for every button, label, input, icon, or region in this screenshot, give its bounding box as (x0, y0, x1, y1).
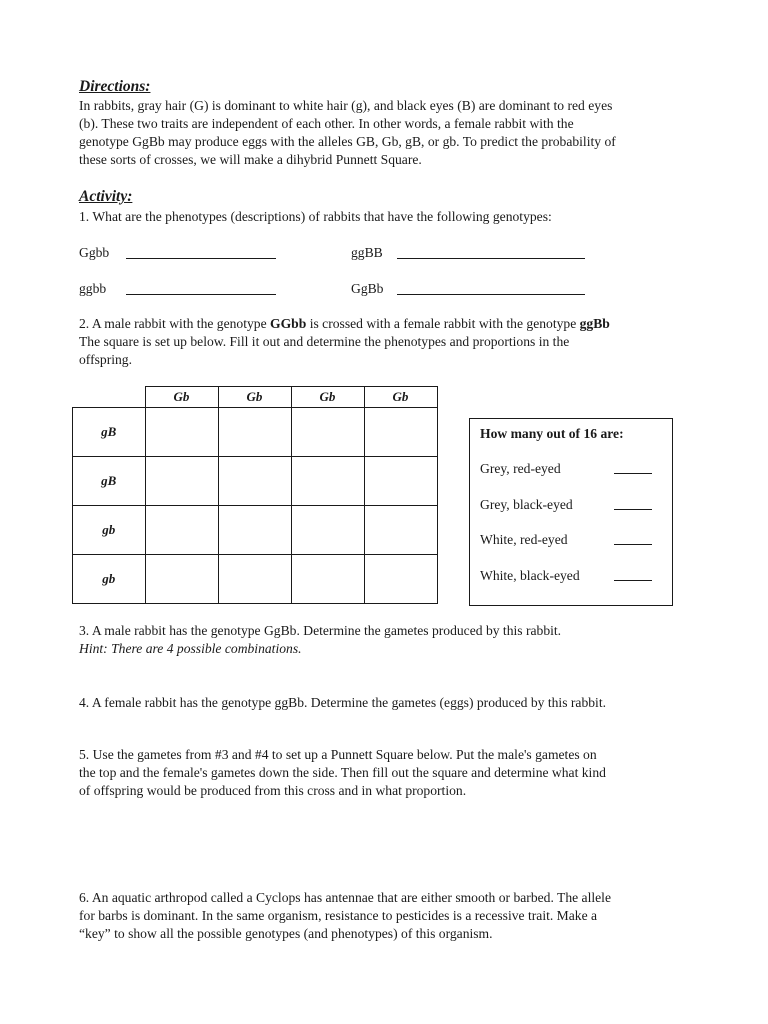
phenotype-label: Grey, red-eyed (480, 461, 561, 476)
question-5-text (79, 746, 699, 800)
question-5-line: the top and the female's gametes down the side. Then fill out the square and determine what kind (79, 765, 606, 780)
directions-paragraph (79, 97, 689, 169)
punnett-cell[interactable] (145, 457, 218, 506)
punnett-cell[interactable] (364, 457, 437, 506)
phenotype-label: White, red-eyed (480, 532, 568, 547)
punnett-square (72, 386, 438, 604)
header-cell: Gb (291, 387, 364, 408)
corner-cell (73, 387, 146, 408)
male-genotype: GGbb (270, 316, 307, 331)
answer-blank[interactable] (126, 282, 276, 295)
activity-heading: Activity: (79, 188, 133, 205)
count-blank[interactable] (614, 509, 652, 510)
row-header-cell: gB (73, 457, 146, 506)
count-blank[interactable] (614, 580, 652, 581)
question-6-line: 6. An aquatic arthropod called a Cyclops has antennae that are either smooth or barbed. The allele (79, 890, 611, 905)
punnett-cell[interactable] (364, 555, 437, 604)
question-3-text: 3. A male rabbit has the genotype GgBb. Determine the gametes produced by this rabbit. (79, 623, 562, 638)
punnett-cell[interactable] (364, 506, 437, 555)
question-6-line: for barbs is dominant. In the same organism, resistance to pesticides is a recessive trait. Make a (79, 908, 598, 923)
punnett-cell[interactable] (291, 457, 364, 506)
question-3-hint: Hint: There are 4 possible combinations. (79, 641, 302, 656)
count-box-title: How many out of 16 are: (480, 426, 624, 441)
question-2-line: offspring. (79, 352, 132, 367)
punnett-cell[interactable] (218, 506, 291, 555)
question-2-line: The square is set up below. Fill it out and determine the phenotypes and proportions in the (79, 334, 570, 349)
answer-blank[interactable] (397, 282, 585, 295)
punnett-cell[interactable] (218, 408, 291, 457)
punnett-cell[interactable] (145, 555, 218, 604)
punnett-cell[interactable] (145, 506, 218, 555)
question-4-text: 4. A female rabbit has the genotype ggBb. Determine the gametes (eggs) produced by this rabbit. (79, 695, 606, 710)
answer-blank[interactable] (397, 246, 585, 259)
genotype-label: ggbb (79, 281, 107, 296)
header-cell: Gb (218, 387, 291, 408)
header-cell: Gb (364, 387, 437, 408)
question-5-line: 5. Use the gametes from #3 and #4 to set up a Punnett Square below. Put the male's gametes on (79, 747, 597, 762)
directions-line: genotype GgBb may produce eggs with the alleles GB, Gb, gB, or gb. To predict the probability of (79, 134, 616, 149)
punnett-cell[interactable] (218, 555, 291, 604)
directions-line: In rabbits, gray hair (G) is dominant to white hair (g), and black eyes (B) are dominant to red eyes (79, 98, 613, 113)
question-1-text: 1. What are the phenotypes (descriptions) of rabbits that have the following genotypes: (79, 209, 552, 224)
directions-line: (b). These two traits are independent of each other. In other words, a female rabbit with the (79, 116, 574, 131)
directions-line: these sorts of crosses, we will make a dihybrid Punnett Square. (79, 152, 422, 167)
answer-blank[interactable] (126, 246, 276, 259)
header-cell: Gb (145, 387, 218, 408)
question-2-line (79, 315, 699, 333)
question-6-line: “key” to show all the possible genotypes (and phenotypes) of this organism. (79, 926, 493, 941)
punnett-cell[interactable] (291, 555, 364, 604)
punnett-cell[interactable] (291, 506, 364, 555)
question-6-text (79, 889, 709, 943)
row-header-cell: gb (73, 506, 146, 555)
q2-prefix: 2. A male rabbit with the genotype (79, 316, 271, 331)
count-blank[interactable] (614, 544, 652, 545)
genotype-label: Ggbb (79, 245, 110, 260)
female-genotype: ggBb (579, 316, 610, 331)
punnett-cell[interactable] (218, 457, 291, 506)
directions-heading: Directions: (79, 78, 151, 95)
punnett-cell[interactable] (291, 408, 364, 457)
question-5-line: of offspring would be produced from this cross and in what proportion. (79, 783, 467, 798)
count-blank[interactable] (614, 473, 652, 474)
q2-middle: is crossed with a female rabbit with the genotype (306, 316, 580, 331)
punnett-cell[interactable] (145, 408, 218, 457)
genotype-label: ggBB (351, 245, 383, 260)
row-header-cell: gB (73, 408, 146, 457)
phenotype-label: White, black-eyed (480, 568, 580, 583)
punnett-cell[interactable] (364, 408, 437, 457)
phenotype-label: Grey, black-eyed (480, 497, 573, 512)
genotype-label: GgBb (351, 281, 384, 296)
row-header-cell: gb (73, 555, 146, 604)
question-2-text (79, 315, 699, 369)
phenotype-count-box (469, 418, 673, 606)
